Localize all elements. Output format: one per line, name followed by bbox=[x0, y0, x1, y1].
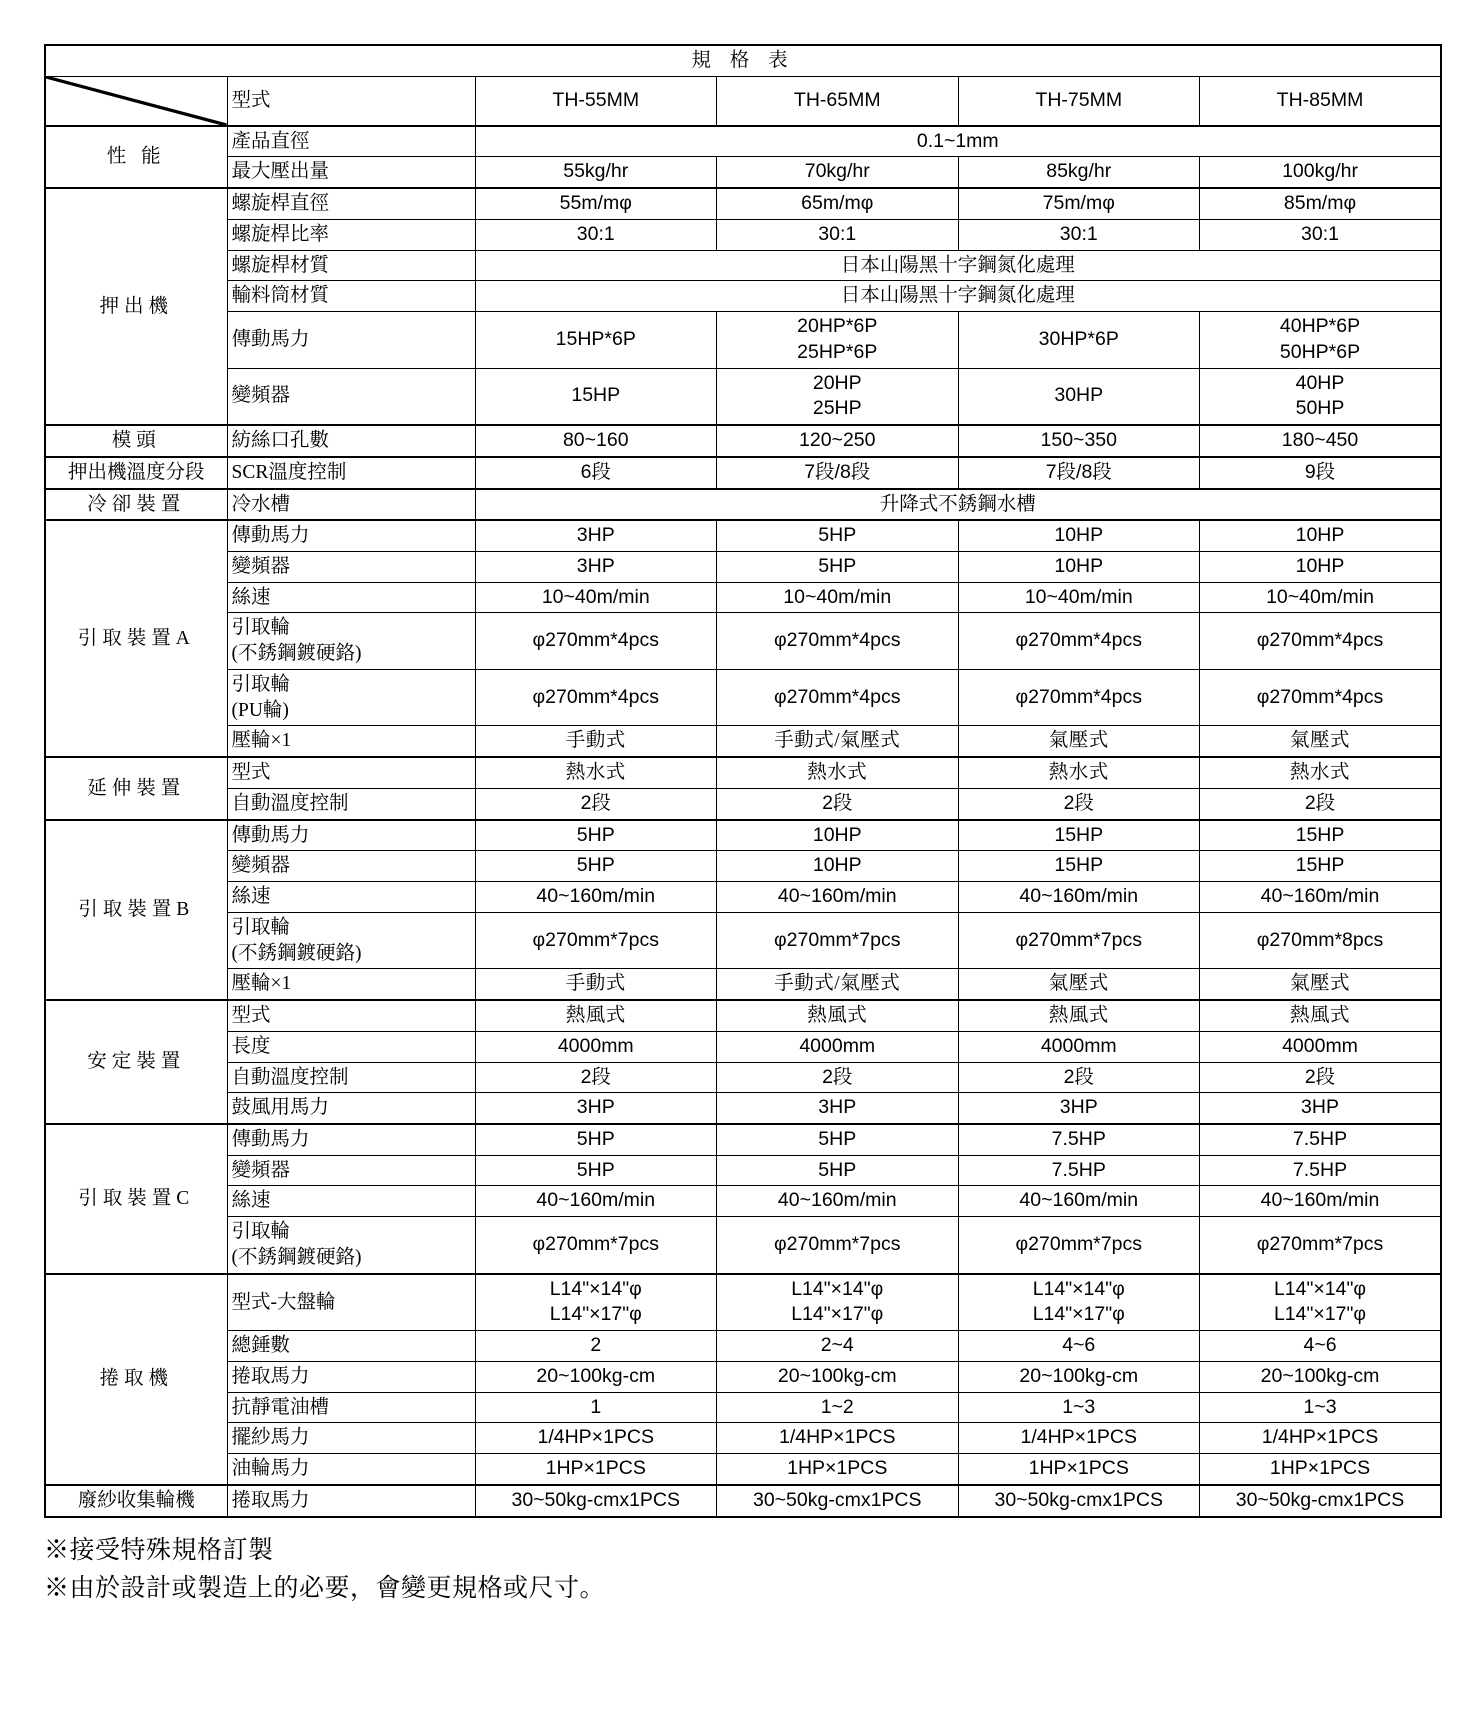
table-row bbox=[45, 757, 1441, 788]
row-item-label: 擺紗馬力 bbox=[227, 1423, 475, 1454]
row-value-3: 10HP bbox=[1200, 520, 1442, 551]
row-item-label: 引取輪 (不銹鋼鍍硬鉻) bbox=[227, 1217, 475, 1274]
row-item-label: 冷水槽 bbox=[227, 489, 475, 521]
row-value-2: 20~100kg-cm bbox=[958, 1361, 1200, 1392]
group-label-0: 性 能 bbox=[45, 126, 227, 188]
table-row bbox=[45, 1331, 1441, 1362]
table-row bbox=[45, 1485, 1441, 1517]
row-item-label: 自動溫度控制 bbox=[227, 788, 475, 819]
row-value-2: 30HP*6P bbox=[958, 312, 1200, 368]
row-item-label: 壓輪×1 bbox=[227, 969, 475, 1000]
row-value-0: 1 bbox=[475, 1392, 717, 1423]
row-item-label: 輸料筒材質 bbox=[227, 281, 475, 312]
table-row bbox=[45, 281, 1441, 312]
row-value-0: 手動式 bbox=[475, 969, 717, 1000]
row-item-label: 產品直徑 bbox=[227, 126, 475, 157]
group-label-5: 引取裝置A bbox=[45, 520, 227, 757]
row-value-0: 3HP bbox=[475, 520, 717, 551]
row-item-label: 傳動馬力 bbox=[227, 312, 475, 368]
row-value-3: 40~160m/min bbox=[1200, 1186, 1442, 1217]
row-value-3: 40HP 50HP bbox=[1200, 368, 1442, 425]
row-value-merged: 升降式不銹鋼水槽 bbox=[475, 489, 1441, 521]
row-value-1: 1/4HP×1PCS bbox=[717, 1423, 959, 1454]
row-value-2: 1/4HP×1PCS bbox=[958, 1423, 1200, 1454]
row-value-1: 3HP bbox=[717, 1093, 959, 1124]
table-row bbox=[45, 582, 1441, 613]
row-value-1: 1~2 bbox=[717, 1392, 959, 1423]
row-value-0: 20~100kg-cm bbox=[475, 1361, 717, 1392]
row-value-0: 30~50kg-cmx1PCS bbox=[475, 1485, 717, 1517]
table-row bbox=[45, 457, 1441, 489]
row-value-2: 熱水式 bbox=[958, 757, 1200, 788]
row-value-0: 55m/mφ bbox=[475, 188, 717, 219]
row-value-0: 40~160m/min bbox=[475, 882, 717, 913]
table-row bbox=[45, 425, 1441, 457]
row-value-3: 10HP bbox=[1200, 552, 1442, 583]
row-item-label: 型式 bbox=[227, 757, 475, 788]
table-row bbox=[45, 1186, 1441, 1217]
row-item-label: 紡絲口孔數 bbox=[227, 425, 475, 457]
footnote-1: ※由於設計或製造上的必要，會變更規格或尺寸。 bbox=[44, 1575, 606, 1603]
row-value-0: 5HP bbox=[475, 1124, 717, 1155]
row-value-1: 2~4 bbox=[717, 1331, 959, 1362]
row-value-0: 5HP bbox=[475, 1155, 717, 1186]
row-value-0: 40~160m/min bbox=[475, 1186, 717, 1217]
row-value-2: 2段 bbox=[958, 1062, 1200, 1093]
row-value-1: 65m/mφ bbox=[717, 188, 959, 219]
row-value-3: 40~160m/min bbox=[1200, 882, 1442, 913]
specification-table bbox=[44, 44, 1442, 1518]
row-value-2: L14"×14"φ L14"×17"φ bbox=[958, 1274, 1200, 1331]
table-row bbox=[45, 1062, 1441, 1093]
row-value-1: 120~250 bbox=[717, 425, 959, 457]
row-item-label: 螺旋桿直徑 bbox=[227, 188, 475, 219]
table-row bbox=[45, 726, 1441, 757]
row-value-3: 2段 bbox=[1200, 1062, 1442, 1093]
row-item-label: 變頻器 bbox=[227, 1155, 475, 1186]
footnote-0: ※接受特殊規格訂製 bbox=[44, 1536, 274, 1564]
row-item-label: 最大壓出量 bbox=[227, 157, 475, 188]
row-value-2: 40~160m/min bbox=[958, 1186, 1200, 1217]
row-item-label: 壓輪×1 bbox=[227, 726, 475, 757]
table-title-row bbox=[45, 45, 1441, 76]
group-label-8: 安定裝置 bbox=[45, 1000, 227, 1124]
row-value-3: 10~40m/min bbox=[1200, 582, 1442, 613]
row-value-0: 手動式 bbox=[475, 726, 717, 757]
table-row bbox=[45, 669, 1441, 725]
row-value-3: 30:1 bbox=[1200, 219, 1442, 250]
footnotes bbox=[44, 1532, 1440, 1610]
row-value-0: 3HP bbox=[475, 1093, 717, 1124]
row-value-3: φ270mm*8pcs bbox=[1200, 912, 1442, 968]
row-value-merged: 0.1~1mm bbox=[475, 126, 1441, 157]
row-item-label: 絲速 bbox=[227, 1186, 475, 1217]
row-value-3: 40HP*6P 50HP*6P bbox=[1200, 312, 1442, 368]
row-value-1: 熱風式 bbox=[717, 1000, 959, 1031]
row-item-label: 自動溫度控制 bbox=[227, 1062, 475, 1093]
row-value-2: 7.5HP bbox=[958, 1124, 1200, 1155]
row-value-2: 氣壓式 bbox=[958, 969, 1200, 1000]
row-value-2: 2段 bbox=[958, 788, 1200, 819]
table-row bbox=[45, 1423, 1441, 1454]
table-header-row bbox=[45, 76, 1441, 126]
table-row bbox=[45, 188, 1441, 219]
row-item-label: 變頻器 bbox=[227, 368, 475, 425]
row-value-0: 6段 bbox=[475, 457, 717, 489]
row-value-2: 150~350 bbox=[958, 425, 1200, 457]
row-value-2: 4000mm bbox=[958, 1031, 1200, 1062]
row-value-0: 2 bbox=[475, 1331, 717, 1362]
row-value-2: 75m/mφ bbox=[958, 188, 1200, 219]
row-value-0: L14"×14"φ L14"×17"φ bbox=[475, 1274, 717, 1331]
row-value-1: φ270mm*7pcs bbox=[717, 912, 959, 968]
table-row bbox=[45, 520, 1441, 551]
table-row bbox=[45, 788, 1441, 819]
row-value-3: 85m/mφ bbox=[1200, 188, 1442, 219]
row-item-label: 絲速 bbox=[227, 882, 475, 913]
row-value-0: 2段 bbox=[475, 1062, 717, 1093]
table-row bbox=[45, 1155, 1441, 1186]
row-item-label: 引取輪 (PU輪) bbox=[227, 669, 475, 725]
row-value-3: 100kg/hr bbox=[1200, 157, 1442, 188]
group-label-10: 捲取機 bbox=[45, 1274, 227, 1485]
page-title: 規 格 表 bbox=[45, 45, 1441, 76]
row-value-2: φ270mm*4pcs bbox=[958, 669, 1200, 725]
row-value-3: 15HP bbox=[1200, 851, 1442, 882]
row-value-1: 1HP×1PCS bbox=[717, 1454, 959, 1485]
row-item-label: 捲取馬力 bbox=[227, 1361, 475, 1392]
row-value-0: 3HP bbox=[475, 552, 717, 583]
row-value-1: 20HP 25HP bbox=[717, 368, 959, 425]
row-value-0: 熱風式 bbox=[475, 1000, 717, 1031]
row-item-label: 絲速 bbox=[227, 582, 475, 613]
row-value-3: 1/4HP×1PCS bbox=[1200, 1423, 1442, 1454]
row-item-label: 長度 bbox=[227, 1031, 475, 1062]
row-value-2: 85kg/hr bbox=[958, 157, 1200, 188]
row-value-0: 熱水式 bbox=[475, 757, 717, 788]
model-header-3: TH-85MM bbox=[1200, 76, 1442, 126]
row-value-1: 5HP bbox=[717, 1124, 959, 1155]
table-row bbox=[45, 613, 1441, 669]
table-row bbox=[45, 1124, 1441, 1155]
row-value-1: 70kg/hr bbox=[717, 157, 959, 188]
row-value-3: 氣壓式 bbox=[1200, 969, 1442, 1000]
row-value-2: 30HP bbox=[958, 368, 1200, 425]
model-header-0: TH-55MM bbox=[475, 76, 717, 126]
row-value-2: 3HP bbox=[958, 1093, 1200, 1124]
row-value-3: 3HP bbox=[1200, 1093, 1442, 1124]
group-label-6: 延伸裝置 bbox=[45, 757, 227, 819]
row-value-2: 10HP bbox=[958, 520, 1200, 551]
diagonal-corner-cell bbox=[45, 76, 227, 126]
row-value-0: 15HP*6P bbox=[475, 312, 717, 368]
row-value-3: 1HP×1PCS bbox=[1200, 1454, 1442, 1485]
row-value-0: 1/4HP×1PCS bbox=[475, 1423, 717, 1454]
row-item-label: 傳動馬力 bbox=[227, 520, 475, 551]
row-value-3: L14"×14"φ L14"×17"φ bbox=[1200, 1274, 1442, 1331]
row-value-2: 4~6 bbox=[958, 1331, 1200, 1362]
row-item-label: 抗靜電油槽 bbox=[227, 1392, 475, 1423]
table-row bbox=[45, 489, 1441, 521]
row-value-1: 2段 bbox=[717, 1062, 959, 1093]
table-row bbox=[45, 157, 1441, 188]
row-value-2: 1~3 bbox=[958, 1392, 1200, 1423]
row-value-3: 4000mm bbox=[1200, 1031, 1442, 1062]
row-value-3: 1~3 bbox=[1200, 1392, 1442, 1423]
row-value-0: 30:1 bbox=[475, 219, 717, 250]
row-value-2: 7.5HP bbox=[958, 1155, 1200, 1186]
row-value-1: 5HP bbox=[717, 1155, 959, 1186]
row-value-3: 15HP bbox=[1200, 820, 1442, 851]
row-value-2: 30:1 bbox=[958, 219, 1200, 250]
row-value-1: 30:1 bbox=[717, 219, 959, 250]
table-row bbox=[45, 1274, 1441, 1331]
table-row bbox=[45, 851, 1441, 882]
row-value-3: 2段 bbox=[1200, 788, 1442, 819]
table-row bbox=[45, 1361, 1441, 1392]
row-value-3: 熱水式 bbox=[1200, 757, 1442, 788]
row-value-0: 15HP bbox=[475, 368, 717, 425]
row-value-0: φ270mm*7pcs bbox=[475, 912, 717, 968]
row-value-merged: 日本山陽黑十字鋼氮化處理 bbox=[475, 250, 1441, 281]
row-value-1: 10HP bbox=[717, 851, 959, 882]
table-row bbox=[45, 969, 1441, 1000]
row-value-1: 20~100kg-cm bbox=[717, 1361, 959, 1392]
row-value-3: 4~6 bbox=[1200, 1331, 1442, 1362]
group-label-1: 押出機 bbox=[45, 188, 227, 425]
table-row bbox=[45, 250, 1441, 281]
row-value-0: 4000mm bbox=[475, 1031, 717, 1062]
row-value-2: 氣壓式 bbox=[958, 726, 1200, 757]
row-value-3: φ270mm*4pcs bbox=[1200, 669, 1442, 725]
table-row bbox=[45, 1000, 1441, 1031]
row-value-2: φ270mm*7pcs bbox=[958, 912, 1200, 968]
row-value-merged: 日本山陽黑十字鋼氮化處理 bbox=[475, 281, 1441, 312]
row-value-1: 40~160m/min bbox=[717, 882, 959, 913]
row-value-1: φ270mm*7pcs bbox=[717, 1217, 959, 1274]
row-item-label: 引取輪 (不銹鋼鍍硬鉻) bbox=[227, 912, 475, 968]
row-value-0: 5HP bbox=[475, 820, 717, 851]
row-value-3: φ270mm*7pcs bbox=[1200, 1217, 1442, 1274]
row-value-1: 20HP*6P 25HP*6P bbox=[717, 312, 959, 368]
row-value-0: φ270mm*7pcs bbox=[475, 1217, 717, 1274]
row-item-label: 變頻器 bbox=[227, 851, 475, 882]
row-value-2: 7段/8段 bbox=[958, 457, 1200, 489]
table-row bbox=[45, 882, 1441, 913]
row-value-3: 30~50kg-cmx1PCS bbox=[1200, 1485, 1442, 1517]
row-value-2: 15HP bbox=[958, 851, 1200, 882]
row-value-2: 1HP×1PCS bbox=[958, 1454, 1200, 1485]
row-value-2: 30~50kg-cmx1PCS bbox=[958, 1485, 1200, 1517]
row-value-0: 10~40m/min bbox=[475, 582, 717, 613]
row-value-1: 40~160m/min bbox=[717, 1186, 959, 1217]
diagonal-slash-icon bbox=[46, 77, 227, 125]
table-row bbox=[45, 219, 1441, 250]
row-value-2: 10~40m/min bbox=[958, 582, 1200, 613]
row-value-1: L14"×14"φ L14"×17"φ bbox=[717, 1274, 959, 1331]
group-label-9: 引取裝置C bbox=[45, 1124, 227, 1274]
row-item-label: 鼓風用馬力 bbox=[227, 1093, 475, 1124]
table-row bbox=[45, 126, 1441, 157]
row-value-2: 15HP bbox=[958, 820, 1200, 851]
group-label-4: 冷卻裝置 bbox=[45, 489, 227, 521]
row-value-1: 熱水式 bbox=[717, 757, 959, 788]
row-item-label: 傳動馬力 bbox=[227, 820, 475, 851]
row-value-1: φ270mm*4pcs bbox=[717, 613, 959, 669]
table-body bbox=[45, 45, 1441, 1517]
row-value-0: 80~160 bbox=[475, 425, 717, 457]
row-value-3: 20~100kg-cm bbox=[1200, 1361, 1442, 1392]
row-value-1: 5HP bbox=[717, 520, 959, 551]
row-value-3: φ270mm*4pcs bbox=[1200, 613, 1442, 669]
table-row bbox=[45, 1031, 1441, 1062]
table-row bbox=[45, 912, 1441, 968]
row-value-2: φ270mm*4pcs bbox=[958, 613, 1200, 669]
group-label-7: 引取裝置B bbox=[45, 820, 227, 1000]
row-value-1: φ270mm*4pcs bbox=[717, 669, 959, 725]
table-row bbox=[45, 1454, 1441, 1485]
row-value-2: 熱風式 bbox=[958, 1000, 1200, 1031]
model-header-2: TH-75MM bbox=[958, 76, 1200, 126]
row-value-0: 1HP×1PCS bbox=[475, 1454, 717, 1485]
row-value-1: 手動式/氣壓式 bbox=[717, 726, 959, 757]
row-value-3: 熱風式 bbox=[1200, 1000, 1442, 1031]
model-header-1: TH-65MM bbox=[717, 76, 959, 126]
row-value-3: 180~450 bbox=[1200, 425, 1442, 457]
row-item-label: 引取輪 (不銹鋼鍍硬鉻) bbox=[227, 613, 475, 669]
type-label-cell: 型式 bbox=[227, 76, 475, 126]
row-value-0: 5HP bbox=[475, 851, 717, 882]
row-value-1: 10~40m/min bbox=[717, 582, 959, 613]
table-row bbox=[45, 368, 1441, 425]
row-value-1: 手動式/氣壓式 bbox=[717, 969, 959, 1000]
group-label-11: 廢紗收集輪機 bbox=[45, 1485, 227, 1517]
row-item-label: SCR溫度控制 bbox=[227, 457, 475, 489]
row-item-label: 螺旋桿比率 bbox=[227, 219, 475, 250]
row-value-2: φ270mm*7pcs bbox=[958, 1217, 1200, 1274]
row-item-label: 捲取馬力 bbox=[227, 1485, 475, 1517]
row-item-label: 油輪馬力 bbox=[227, 1454, 475, 1485]
row-value-0: φ270mm*4pcs bbox=[475, 669, 717, 725]
group-label-2: 模頭 bbox=[45, 425, 227, 457]
row-value-1: 10HP bbox=[717, 820, 959, 851]
row-value-1: 7段/8段 bbox=[717, 457, 959, 489]
row-item-label: 螺旋桿材質 bbox=[227, 250, 475, 281]
table-row bbox=[45, 552, 1441, 583]
row-value-1: 5HP bbox=[717, 552, 959, 583]
row-item-label: 型式-大盤輪 bbox=[227, 1274, 475, 1331]
row-value-1: 4000mm bbox=[717, 1031, 959, 1062]
row-item-label: 變頻器 bbox=[227, 552, 475, 583]
row-item-label: 總錘數 bbox=[227, 1331, 475, 1362]
row-value-1: 30~50kg-cmx1PCS bbox=[717, 1485, 959, 1517]
group-label-3: 押出機溫度分段 bbox=[45, 457, 227, 489]
row-value-0: 55kg/hr bbox=[475, 157, 717, 188]
row-value-0: φ270mm*4pcs bbox=[475, 613, 717, 669]
table-row bbox=[45, 312, 1441, 368]
row-value-1: 2段 bbox=[717, 788, 959, 819]
row-value-2: 40~160m/min bbox=[958, 882, 1200, 913]
table-row bbox=[45, 1392, 1441, 1423]
row-value-3: 7.5HP bbox=[1200, 1155, 1442, 1186]
row-item-label: 型式 bbox=[227, 1000, 475, 1031]
row-value-3: 9段 bbox=[1200, 457, 1442, 489]
row-value-3: 7.5HP bbox=[1200, 1124, 1442, 1155]
table-row bbox=[45, 1093, 1441, 1124]
row-value-3: 氣壓式 bbox=[1200, 726, 1442, 757]
row-value-0: 2段 bbox=[475, 788, 717, 819]
row-value-2: 10HP bbox=[958, 552, 1200, 583]
row-item-label: 傳動馬力 bbox=[227, 1124, 475, 1155]
table-row bbox=[45, 820, 1441, 851]
table-row bbox=[45, 1217, 1441, 1274]
